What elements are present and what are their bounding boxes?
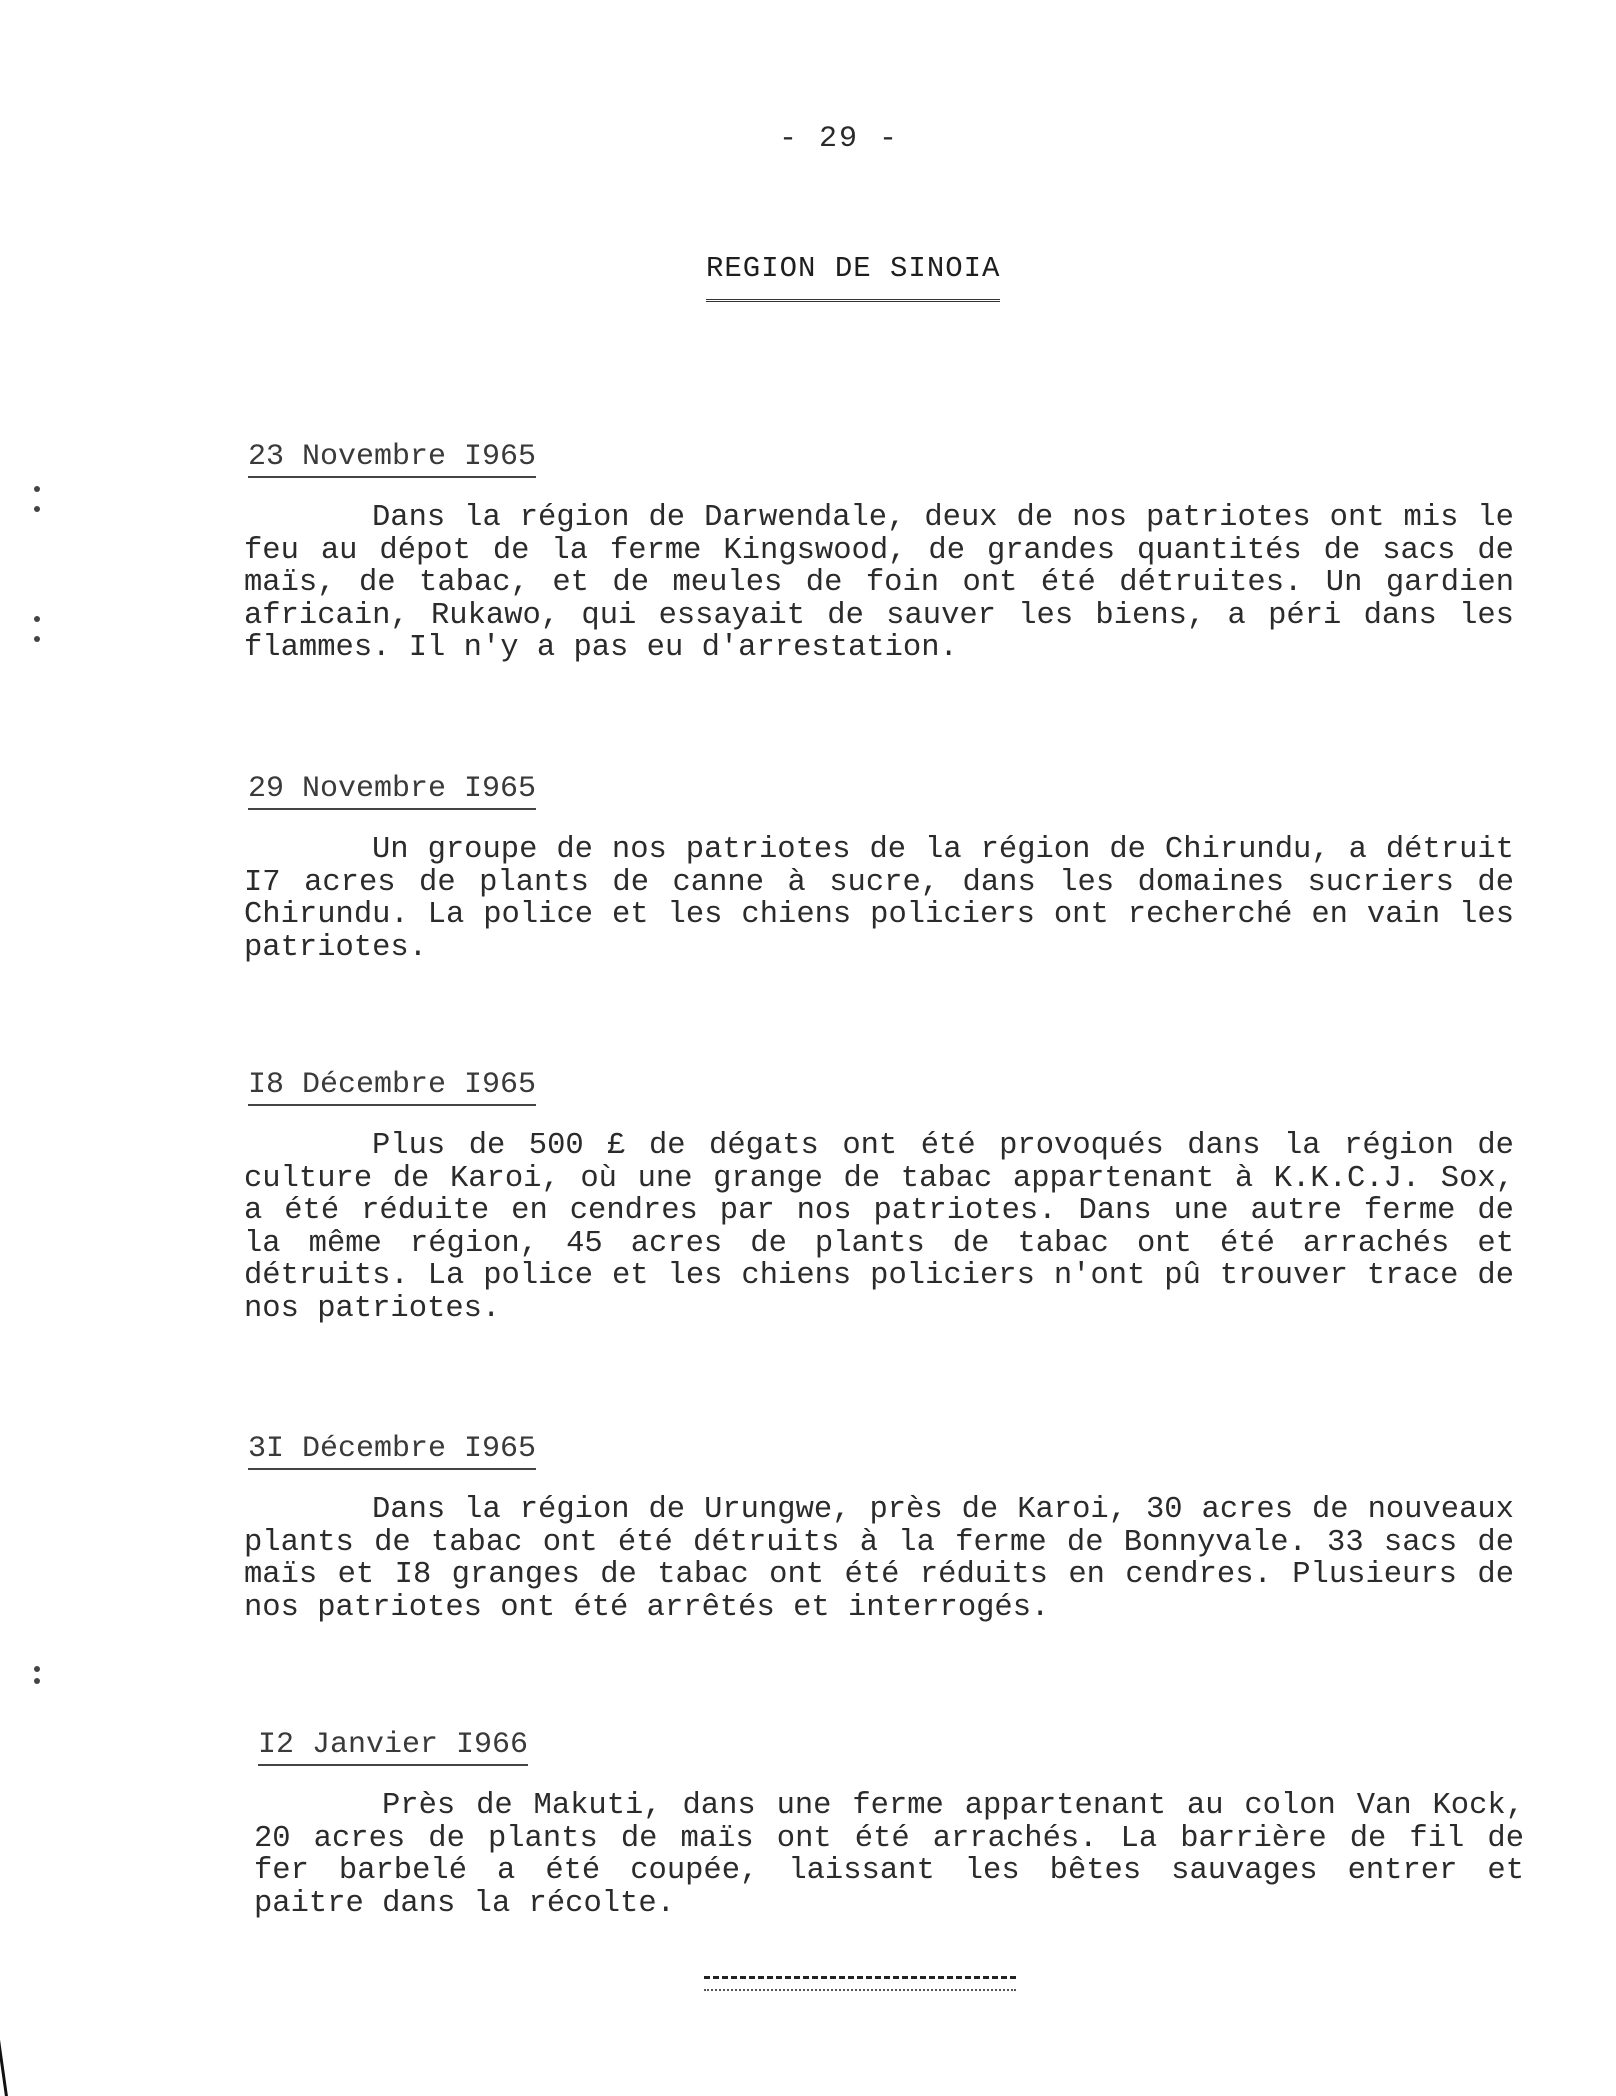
- entry-3: [244, 1068, 1514, 1325]
- entry-2: [244, 772, 1514, 964]
- entry-date: 23 Novembre I965: [248, 440, 536, 478]
- entry-5: [254, 1728, 1524, 1920]
- margin-speck: [34, 1666, 40, 1672]
- entry-text: Près de Makuti, dans une ferme appartenant au colon Van Kock, 20 acres de plants de maïs ont été arrachés. La barrière de fil de fer barbelé a été coupée, laissant les bêtes sauvages entrer et paitre dans la récolte.: [254, 1789, 1524, 1921]
- entry-text: Un groupe de nos patriotes de la région de Chirundu, a détruit I7 acres de plants de canne à sucre, dans les domaines sucriers de Chirundu. La police et les chiens policiers ont recherché en vain les patriotes.: [244, 833, 1514, 965]
- margin-speck: [34, 636, 40, 642]
- page-title: REGION DE SINOIA: [706, 252, 1000, 302]
- scan-edge-mark: [0, 2026, 18, 2096]
- margin-speck: [34, 616, 40, 622]
- margin-speck: [34, 1678, 40, 1684]
- entry-text: Dans la région de Darwendale, deux de nos patriotes ont mis le feu au dépot de la ferme Kingswood, de grandes quantités de sacs de maïs, de tabac, et de meules de foin ont été détruites. Un gardien africain, Rukawo, qui essayait de sauver les biens, a péri dans les flammes. Il n'y a pas eu d'arrestation.: [244, 501, 1514, 665]
- entry-4: [244, 1432, 1514, 1624]
- margin-speck: [34, 486, 40, 492]
- entry-date: I8 Décembre I965: [248, 1068, 536, 1106]
- end-separator: [704, 1976, 1016, 1991]
- entry-date: 3I Décembre I965: [248, 1432, 536, 1470]
- page-number: - 29 -: [778, 122, 900, 156]
- margin-speck: [34, 506, 40, 512]
- entry-text: Dans la région de Urungwe, près de Karoi, 30 acres de nouveaux plants de tabac ont été détruits à la ferme de Bonnyvale. 33 sacs de maïs et I8 granges de tabac ont été réduits en cendres. Plusieurs de nos patriotes ont été arrêtés et interrogés.: [244, 1493, 1514, 1625]
- entry-text: Plus de 500 £ de dégats ont été provoqués dans la région de culture de Karoi, où une grange de tabac appartenant à K.K.C.J. Sox, a été réduite en cendres par nos patriotes. Dans une autre ferme de la même région, 45 acres de plants de tabac ont été arrachés et détruits. La police et les chiens policiers n'ont pû trouver trace de nos patriotes.: [244, 1129, 1514, 1326]
- entry-1: [244, 440, 1514, 665]
- entry-date: I2 Janvier I966: [258, 1728, 528, 1766]
- entry-date: 29 Novembre I965: [248, 772, 536, 810]
